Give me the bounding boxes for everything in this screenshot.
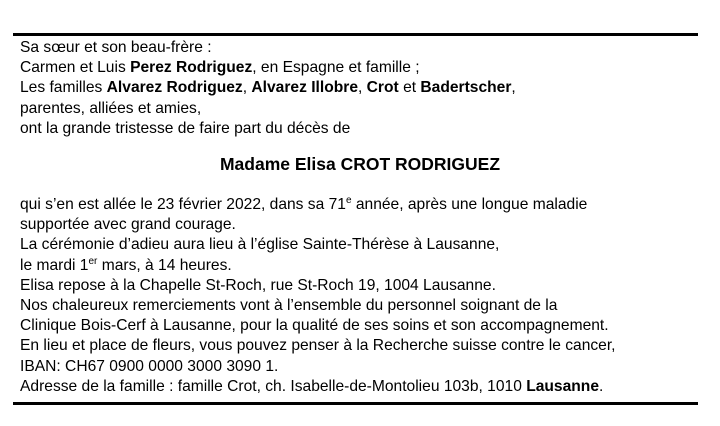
detail-line bbox=[20, 195, 700, 215]
detail-line: supportée avec grand courage. bbox=[20, 216, 236, 234]
family-name: Alvarez Rodriguez bbox=[106, 79, 243, 97]
text-fragment: Adresse de la famille : famille Crot, ch. Isabelle-de-Montolieu 103b, 1010 bbox=[20, 377, 527, 395]
family-announcement bbox=[20, 38, 700, 139]
family-name: Badertscher bbox=[420, 79, 512, 97]
intro-line: ont la grande tristesse de faire part du décès de bbox=[20, 119, 351, 137]
detail-line: Elisa repose à la Chapelle St-Roch, rue St-Roch 19, 1004 Lausanne. bbox=[20, 276, 496, 294]
detail-line: Clinique Bois-Cerf à Lausanne, pour la qualité de ses soins et son accompagnement. bbox=[20, 317, 609, 335]
family-name: Crot bbox=[366, 79, 399, 97]
superscript: e bbox=[345, 195, 352, 206]
intro-line: parentes, alliées et amies, bbox=[20, 99, 202, 117]
family-name: Alvarez Illobre bbox=[251, 79, 358, 97]
bottom-rule bbox=[13, 402, 698, 405]
iban-line: IBAN: CH67 0900 0000 3000 3090 1. bbox=[20, 357, 279, 375]
detail-line: La cérémonie d’adieu aura lieu à l’église Sainte-Thérèse à Lausanne, bbox=[20, 236, 500, 254]
family-address-line bbox=[20, 377, 700, 397]
city-name: Lausanne bbox=[526, 377, 599, 395]
text-fragment: , bbox=[511, 79, 516, 97]
intro-line: Sa sœur et son beau-frère : bbox=[20, 39, 212, 56]
text-fragment: et bbox=[398, 79, 421, 97]
text-fragment: Carmen et Luis bbox=[20, 59, 131, 77]
superscript: er bbox=[88, 255, 98, 267]
text-fragment: Les familles bbox=[20, 79, 107, 97]
deceased-name-title: Madame Elisa CROT RODRIGUEZ bbox=[219, 154, 501, 174]
text-fragment: . bbox=[599, 377, 604, 395]
announcement-details bbox=[20, 195, 700, 397]
text-fragment: , bbox=[358, 79, 367, 97]
detail-line: En lieu et place de fleurs, vous pouvez penser à la Recherche suisse contre le cancer, bbox=[20, 337, 616, 355]
text-fragment: , bbox=[242, 79, 252, 97]
detail-line: Nos chaleureux remerciements vont à l’ensemble du personnel soignant de la bbox=[20, 297, 558, 315]
text-fragment: qui s’en est allée le 23 février 2022, dans sa 71 bbox=[20, 196, 346, 213]
text-fragment: mars, à 14 heures. bbox=[97, 256, 232, 274]
text-fragment: le mardi 1 bbox=[20, 256, 89, 274]
text-fragment: , en Espagne et famille ; bbox=[252, 59, 420, 77]
top-rule bbox=[13, 33, 698, 36]
text-fragment: année, après une longue maladie bbox=[351, 196, 588, 213]
intro-line bbox=[20, 78, 700, 98]
intro-line bbox=[20, 58, 700, 78]
detail-line bbox=[20, 256, 700, 276]
family-name: Perez Rodriguez bbox=[130, 59, 253, 77]
